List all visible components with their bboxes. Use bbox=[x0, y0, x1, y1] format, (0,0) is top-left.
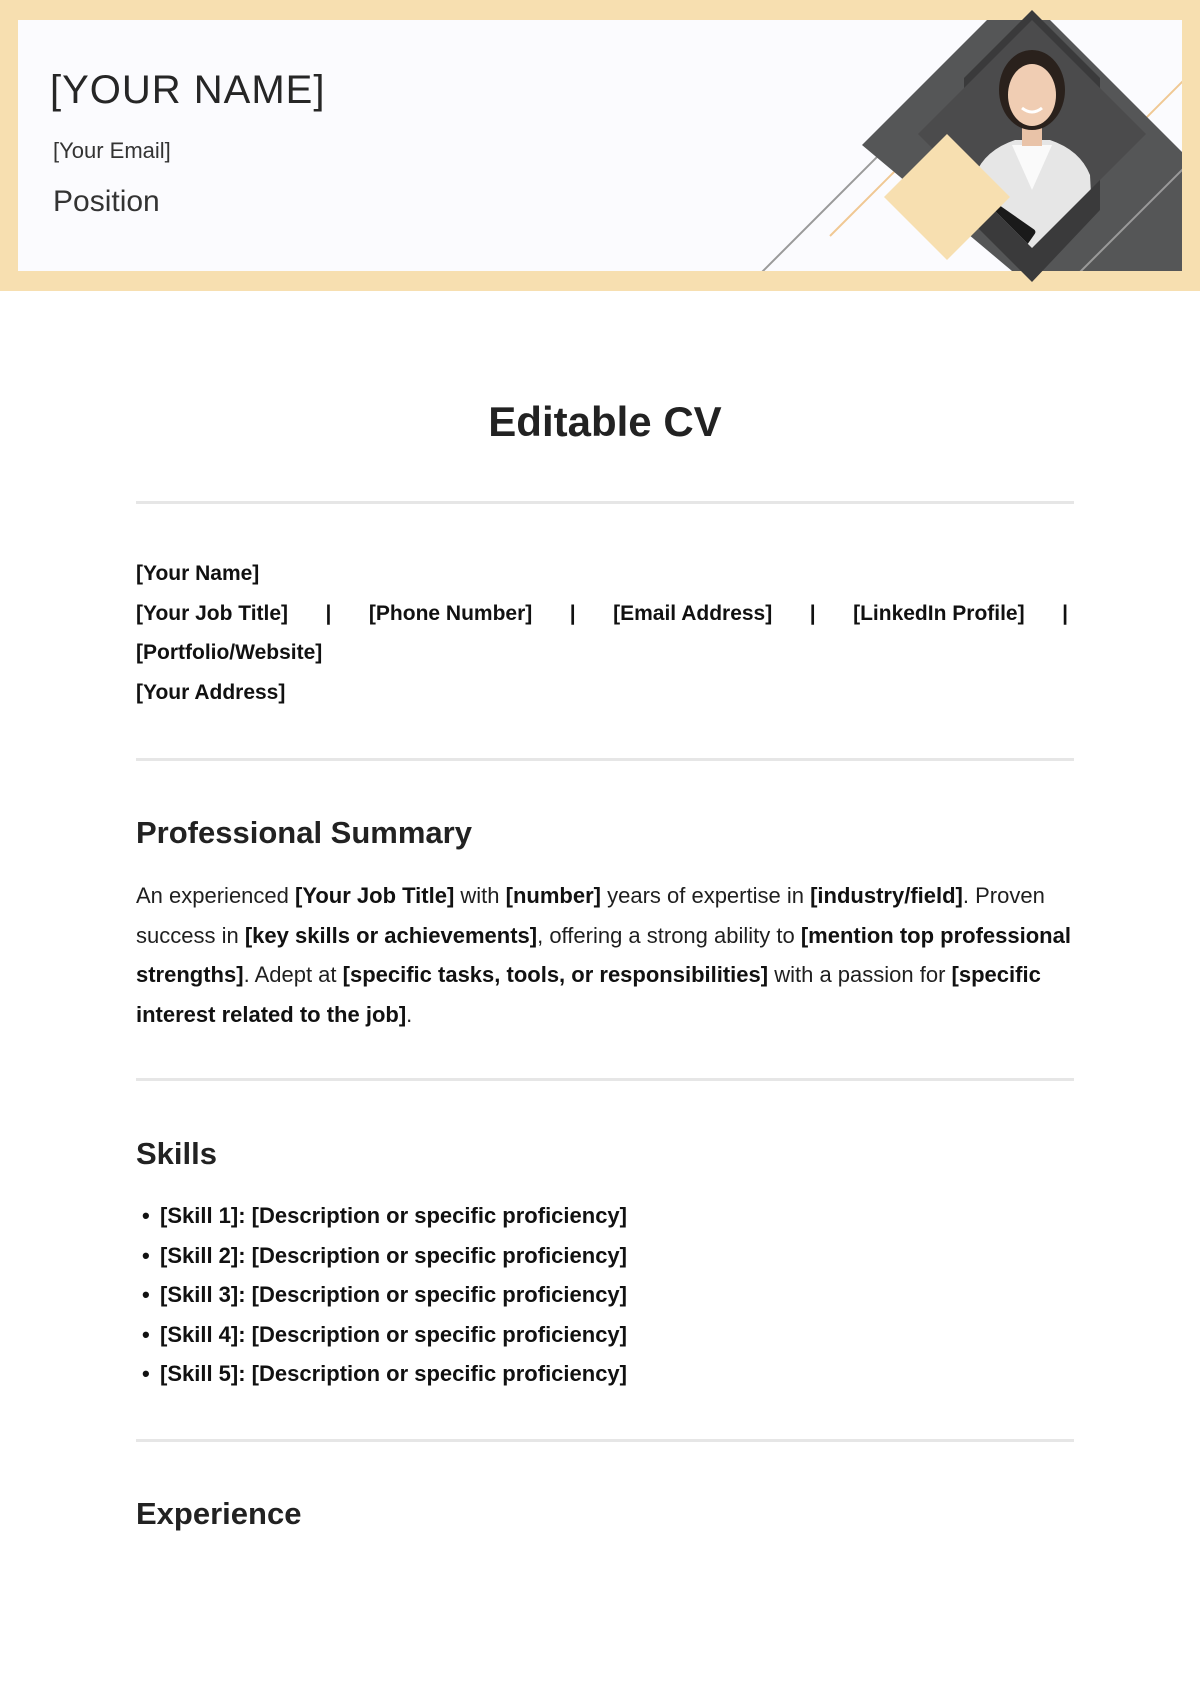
summary-text: , offering a strong ability to bbox=[537, 922, 801, 948]
bullet: • bbox=[142, 1361, 150, 1386]
bullet: • bbox=[142, 1242, 150, 1268]
separator: | bbox=[569, 601, 576, 625]
list-item bbox=[136, 1275, 627, 1315]
experience-heading: Experience bbox=[136, 1496, 302, 1531]
summary-text: An experienced bbox=[136, 883, 295, 908]
summary-placeholder: [mention top professional strengths] bbox=[136, 922, 1071, 987]
separator: | bbox=[325, 601, 332, 625]
header-band bbox=[0, 0, 1200, 291]
summary-placeholder: [Your Job Title] bbox=[295, 883, 455, 908]
skills-list bbox=[136, 1196, 627, 1394]
list-item bbox=[136, 1196, 627, 1236]
contact-email: [Email Address] bbox=[613, 601, 773, 625]
contact-address: [Your Address] bbox=[136, 680, 286, 704]
separator: | bbox=[1062, 601, 1068, 625]
contact-portfolio: [Portfolio/Website] bbox=[136, 641, 323, 664]
summary-text: years of expertise in bbox=[600, 883, 811, 908]
divider bbox=[136, 501, 1074, 504]
skill-text: [Skill 3]: [Description or specific proficiency] bbox=[160, 1282, 627, 1307]
summary-placeholder: [specific tasks, tools, or responsibilities] bbox=[342, 962, 769, 987]
summary-placeholder: [specific interest related to the job] bbox=[136, 962, 1041, 1027]
contact-name: [Your Name] bbox=[136, 562, 260, 585]
summary-text: . bbox=[406, 1001, 413, 1027]
summary-text: . Proven success in bbox=[136, 883, 1045, 948]
skills-heading: Skills bbox=[136, 1136, 217, 1171]
summary-placeholder: [industry/field] bbox=[810, 883, 963, 908]
summary-placeholder: [key skills or achievements] bbox=[244, 922, 538, 948]
contact-details-line bbox=[136, 594, 1068, 634]
header-email: [Your Email] bbox=[53, 138, 171, 163]
summary-text: . Adept at bbox=[243, 962, 343, 987]
skill-text: [Skill 1]: [Description or specific proficiency] bbox=[160, 1203, 627, 1228]
list-item bbox=[136, 1236, 627, 1276]
separator: | bbox=[809, 601, 816, 625]
contact-job-title: [Your Job Title] bbox=[136, 601, 289, 625]
summary-text: with a passion for bbox=[768, 962, 952, 987]
summary-placeholder: [number] bbox=[505, 883, 601, 908]
bullet: • bbox=[142, 1321, 150, 1347]
header-position: Position bbox=[53, 185, 160, 218]
header-name: [YOUR NAME] bbox=[50, 68, 326, 112]
bullet: • bbox=[142, 1203, 150, 1228]
divider bbox=[136, 1439, 1074, 1442]
skill-text: [Skill 4]: [Description or specific proficiency] bbox=[160, 1321, 627, 1347]
divider bbox=[136, 758, 1074, 761]
list-item bbox=[136, 1354, 627, 1394]
document-title: Editable CV bbox=[488, 398, 722, 445]
summary-text: with bbox=[454, 883, 506, 908]
header-decoration bbox=[0, 0, 1200, 291]
bullet: • bbox=[142, 1282, 150, 1307]
summary-paragraph bbox=[136, 876, 1076, 1034]
summary-heading: Professional Summary bbox=[136, 815, 472, 850]
skill-text: [Skill 5]: [Description or specific proficiency] bbox=[160, 1361, 627, 1386]
skill-text: [Skill 2]: [Description or specific proficiency] bbox=[160, 1242, 627, 1268]
list-item bbox=[136, 1315, 627, 1355]
divider bbox=[136, 1078, 1074, 1081]
contact-block bbox=[136, 554, 1068, 712]
contact-linkedin: [LinkedIn Profile] bbox=[853, 601, 1025, 625]
contact-phone: [Phone Number] bbox=[368, 601, 533, 625]
